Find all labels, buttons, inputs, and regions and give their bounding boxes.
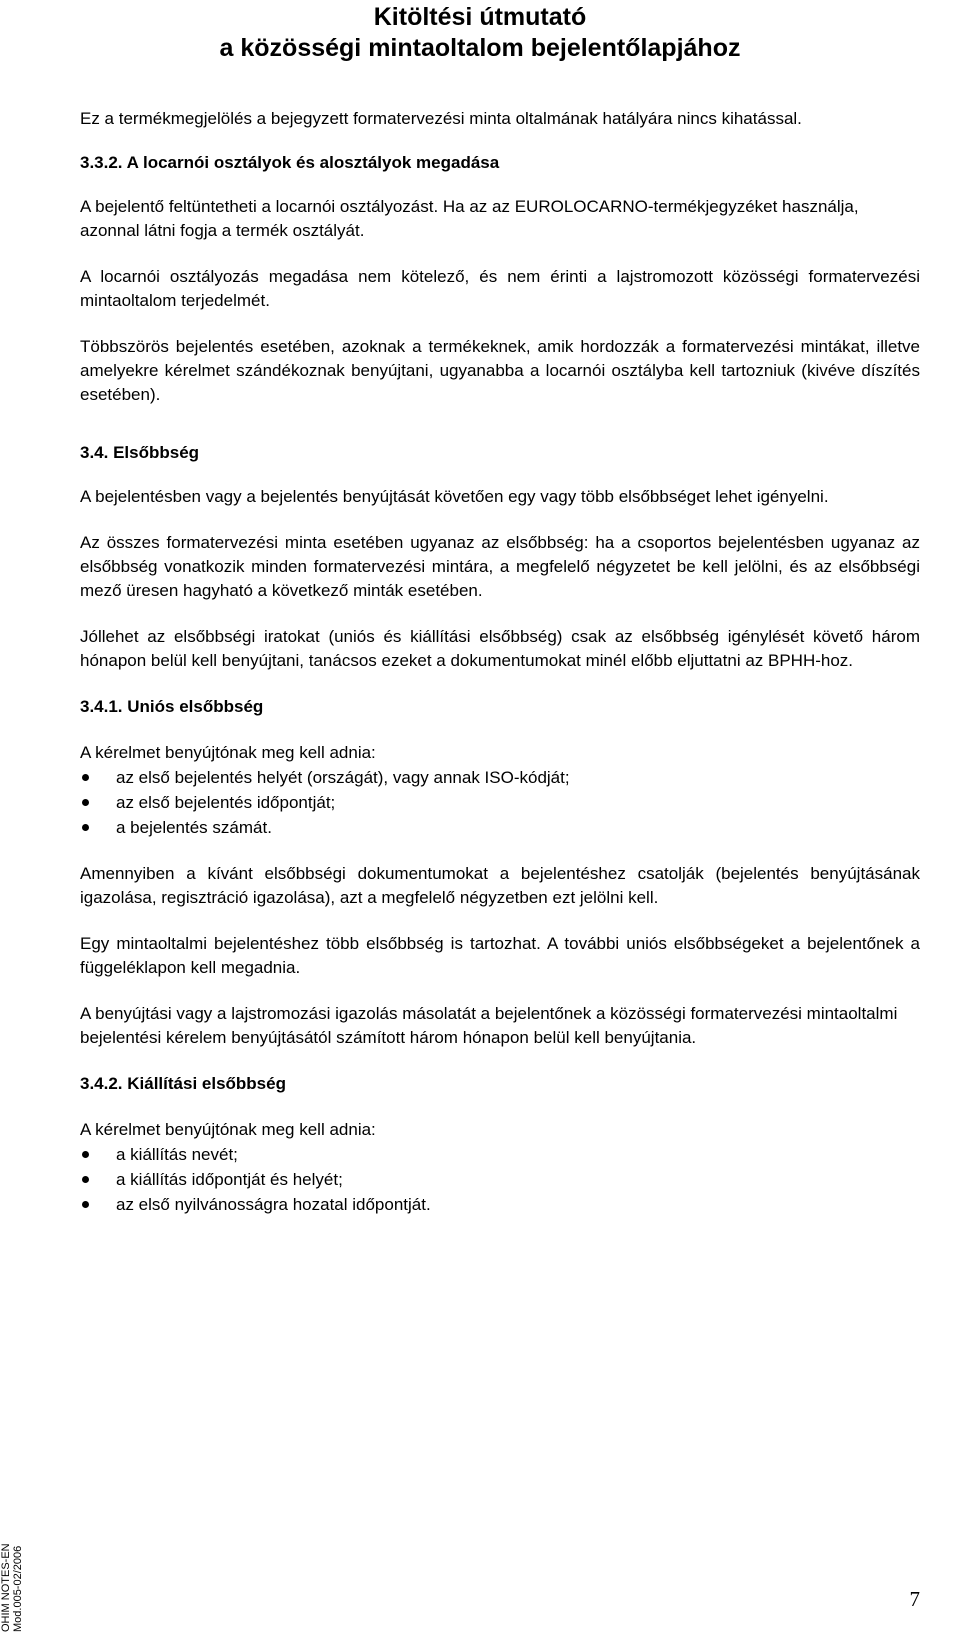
bullet-icon — [82, 774, 89, 781]
paragraph: Jóllehet az elsőbbségi iratokat (uniós és kiállítási elsőbbség) csak az elsőbbség igénylését követő három hónapon belül kell benyújtani, tanácsos ezeket a dokumentumokat minél előbb eljuttatni az BPHH-hoz. — [80, 627, 920, 670]
list-item: az első bejelentés helyét (országát), vagy annak ISO-kódját; — [80, 765, 920, 790]
bullet-icon — [82, 799, 89, 806]
title-line-1: Kitöltési útmutató — [373, 3, 587, 31]
paragraph: Az összes formatervezési minta esetében ugyanaz az elsőbbség: ha a csoportos bejelentésben ugyanaz az elsőbbség vonatkozik minden formatervezési mintára, a megfelelő négyzetet be kell jelölni, és az elsőbbségi mező üresen hagyható a következő minták esetében. — [80, 533, 920, 600]
paragraph: Ez a termékmegjelölés a bejegyzett formatervezési minta oltalmának hatályára nincs kihatással. — [80, 109, 802, 128]
form-code-line-1: OHIM NOTES-EN — [0, 1543, 12, 1632]
page-number: 7 — [909, 1587, 920, 1611]
section-heading-3-4-2: 3.4.2. Kiállítási elsőbbség — [80, 1074, 286, 1093]
paragraph: Többszörös bejelentés esetében, azoknak a termékeknek, amik hordozzák a formatervezési mintákat, illetve amelyekre kérelmet szándékoznak benyújtani, ugyanabba a locarnói osztályba kell tartozniuk (kivéve díszítés esetében). — [80, 337, 920, 404]
bullet-icon — [82, 1151, 89, 1158]
list-item: a kiállítás időpontját és helyét; — [80, 1167, 920, 1192]
section-heading-3-3-2: 3.3.2. A locarnói osztályok és alosztályok megadása — [80, 153, 500, 172]
title-line-2: a közösségi mintaoltalom bejelentőlapjához — [219, 34, 741, 62]
paragraph: Egy mintaoltalmi bejelentéshez több elsőbbség is tartozhat. A további uniós elsőbbségeket a bejelentőnek a függeléklapon kell megadnia. — [80, 934, 920, 977]
document-title — [0, 2, 960, 64]
bullet-list — [80, 1142, 920, 1217]
list-item: az első bejelentés időpontját; — [80, 790, 920, 815]
paragraph: A benyújtási vagy a lajstromozási igazolás másolatát a bejelentőnek a közösségi formatervezési mintaoltalmi bejelentési kérelem benyújtásától számított három hónapon belül kell benyújtania. — [80, 1004, 898, 1047]
form-code — [0, 1543, 24, 1632]
document-body — [80, 107, 920, 1217]
paragraph: A bejelentésben vagy a bejelentés benyújtását követően egy vagy több elsőbbséget lehet igényelni. — [80, 487, 829, 506]
form-code-line-2: Mod.005-02/2006 — [12, 1545, 24, 1632]
paragraph: A bejelentő feltüntetheti a locarnói osztályozást. Ha az az EUROLOCARNO-termékjegyzéket használja, azonnal látni fogja a termék osztályát. — [80, 197, 859, 240]
bullet-list — [80, 765, 920, 840]
bullet-icon — [82, 1176, 89, 1183]
list-item: a bejelentés számát. — [80, 815, 920, 840]
paragraph: A kérelmet benyújtónak meg kell adnia: — [80, 743, 376, 762]
paragraph: A locarnói osztályozás megadása nem kötelező, és nem érinti a lajstromozott közösségi formatervezési mintaoltalom terjedelmét. — [80, 267, 920, 310]
section-heading-3-4-1: 3.4.1. Uniós elsőbbség — [80, 697, 264, 716]
bullet-icon — [82, 1201, 89, 1208]
list-item: az első nyilvánosságra hozatal időpontját. — [80, 1192, 920, 1217]
paragraph: A kérelmet benyújtónak meg kell adnia: — [80, 1120, 376, 1139]
bullet-icon — [82, 824, 89, 831]
list-item: a kiállítás nevét; — [80, 1142, 920, 1167]
section-heading-3-4: 3.4. Elsőbbség — [80, 443, 200, 462]
paragraph: Amennyiben a kívánt elsőbbségi dokumentumokat a bejelentéshez csatolják (bejelentés benyújtásának igazolása, regisztráció igazolása), azt a megfelelő négyzetben ezt jelölni kell. — [80, 864, 920, 907]
